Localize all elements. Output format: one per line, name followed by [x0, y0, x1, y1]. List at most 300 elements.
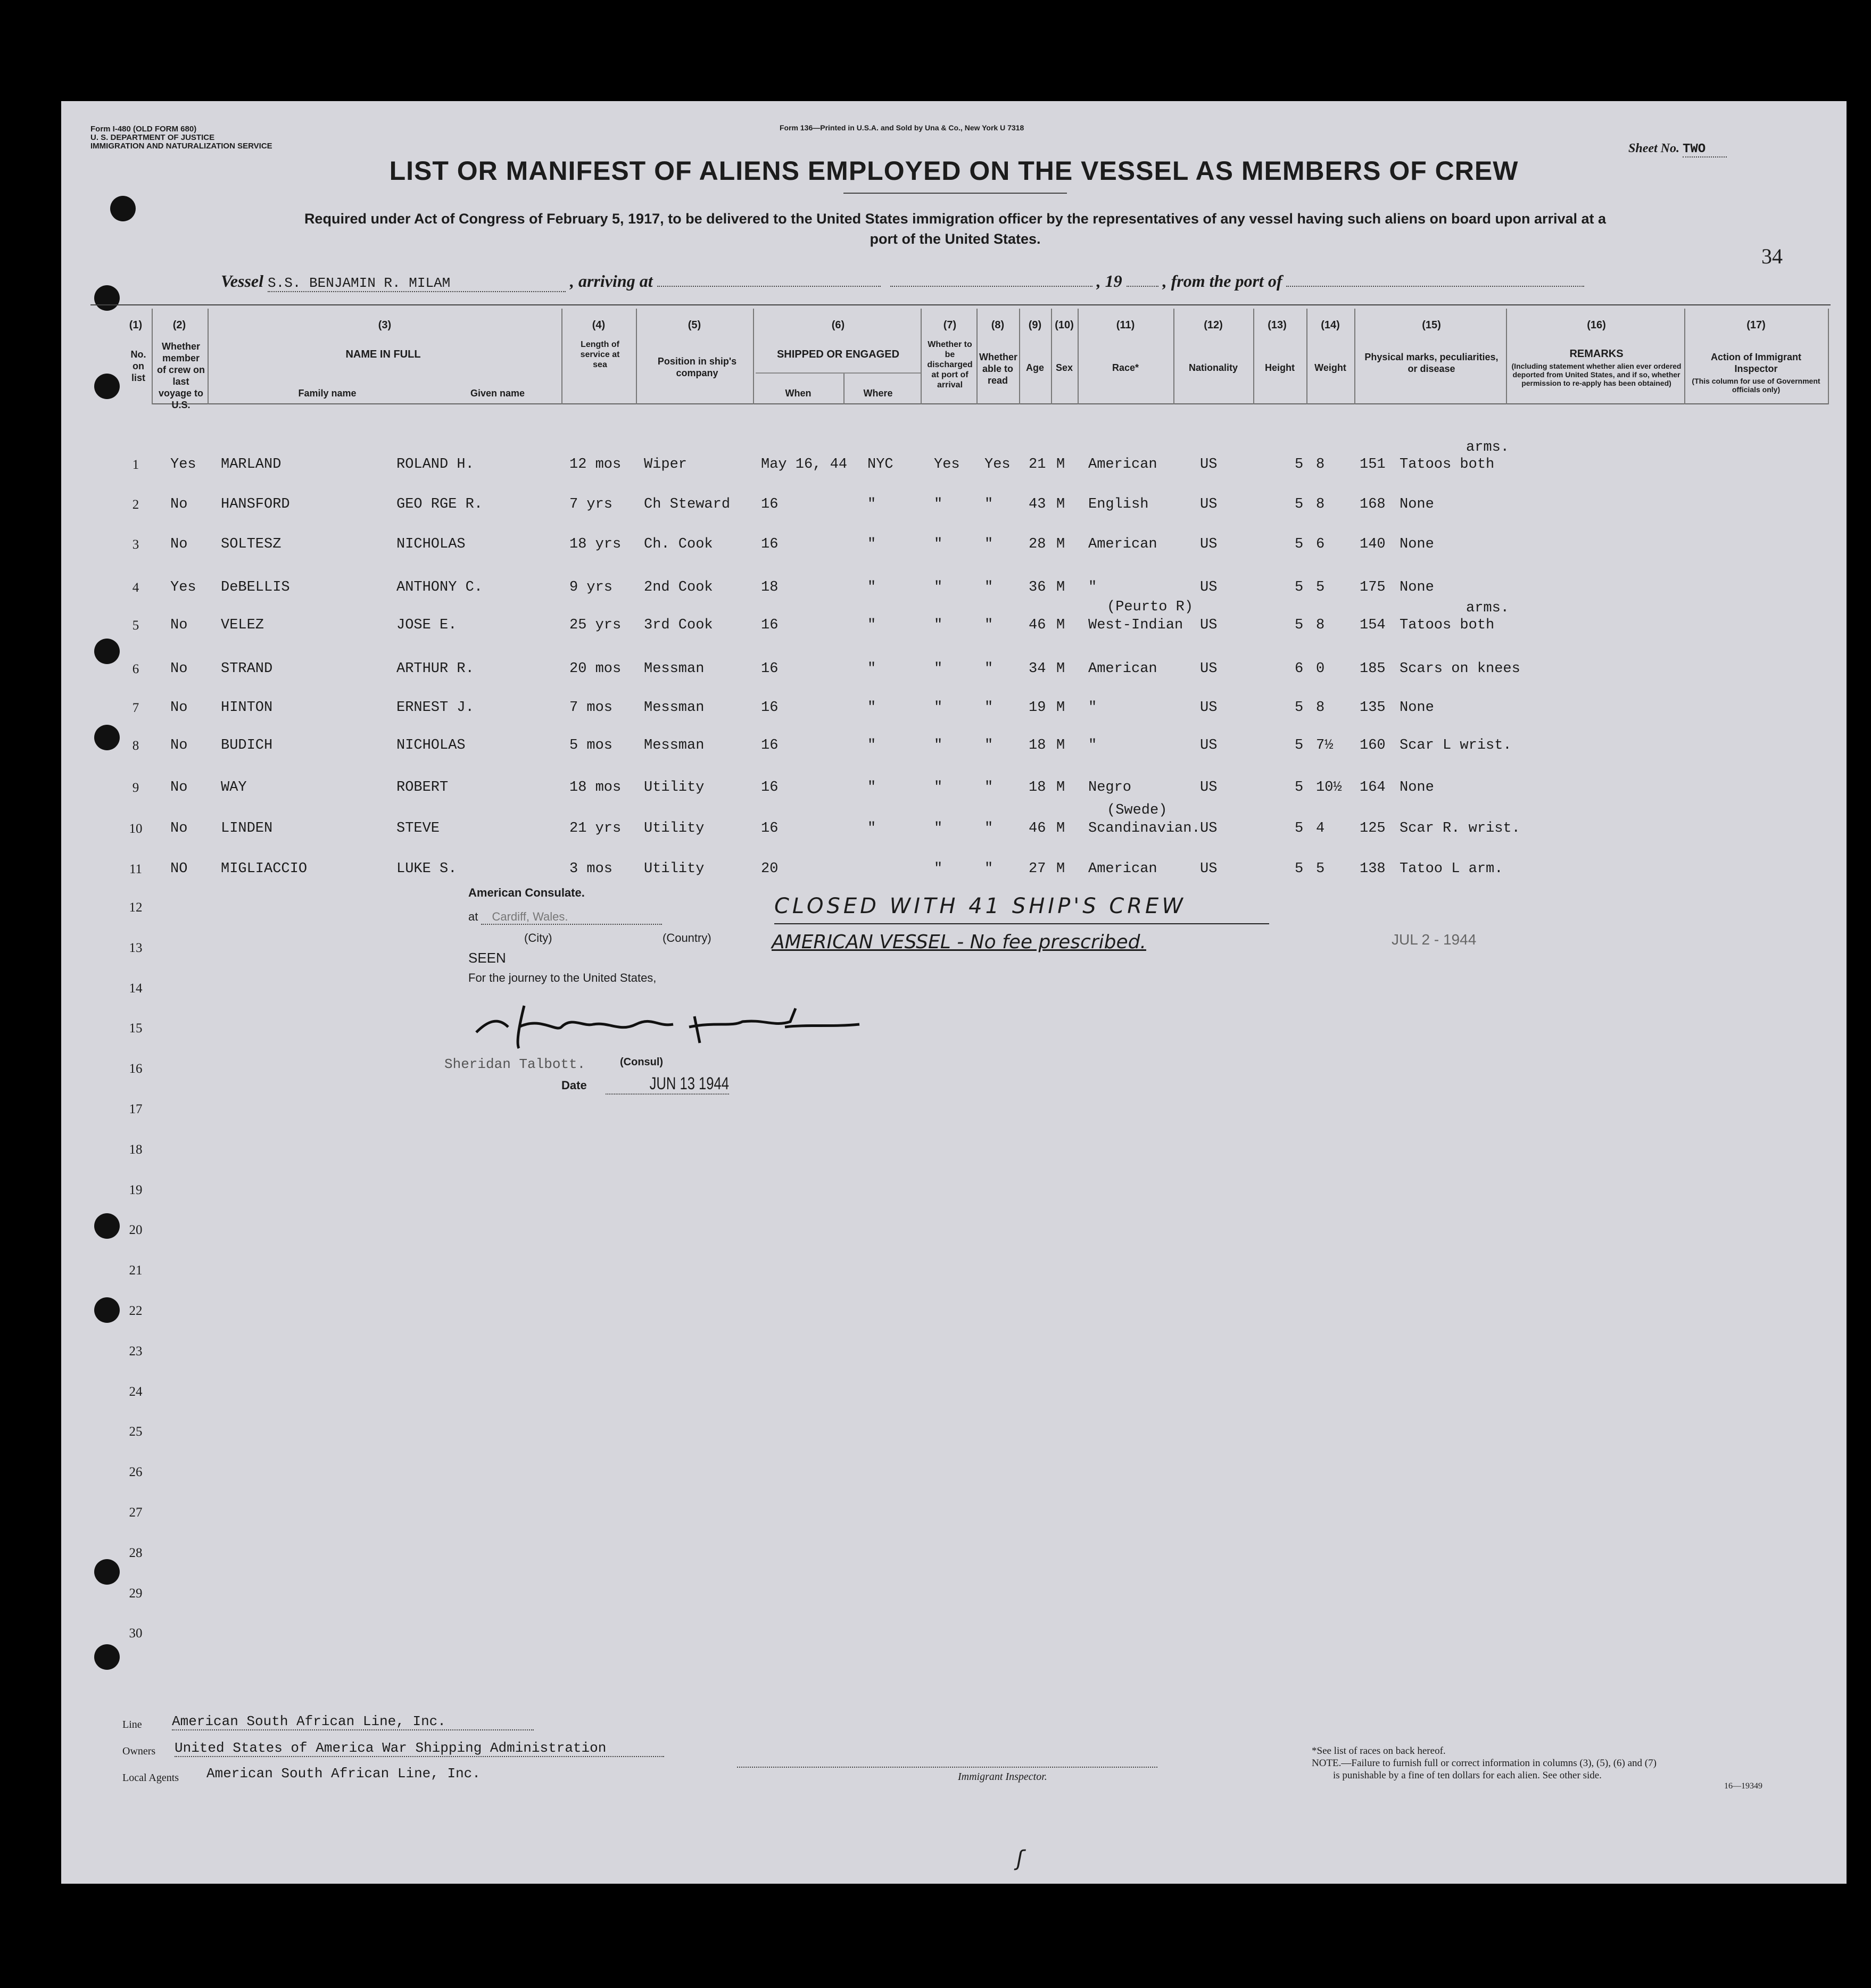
- row-number: 28: [129, 1545, 143, 1560]
- cell-last: No: [170, 780, 188, 796]
- cell-position: Ch Steward: [644, 496, 731, 512]
- cell-given: ROLAND H.: [396, 457, 474, 473]
- cell-discharged: ": [934, 617, 943, 633]
- col-12-num: (12): [1204, 319, 1223, 331]
- cell-sex: M: [1056, 821, 1065, 836]
- row-number: 9: [132, 781, 139, 795]
- table-head-bottom-rule: [152, 403, 1828, 404]
- col-4-label: Length of service at sea: [580, 340, 620, 369]
- consul-signature: [466, 995, 870, 1054]
- cell-where: ": [867, 496, 876, 512]
- cell-ft: 6: [1295, 661, 1304, 677]
- column-rule: [208, 309, 209, 404]
- cell-ft: 5: [1295, 861, 1304, 877]
- punch-hole: [94, 1559, 120, 1585]
- cell-where: ": [867, 579, 876, 595]
- cell-when: 16: [761, 536, 779, 552]
- cell-where: ": [867, 661, 876, 677]
- col-2-num: (2): [172, 319, 186, 331]
- cell-discharged: ": [934, 780, 943, 796]
- cell-weight: 160: [1360, 738, 1386, 753]
- cell-when: 18: [761, 579, 779, 595]
- cell-sex: M: [1056, 780, 1065, 796]
- row-number: 12: [129, 900, 143, 915]
- penalty-note-line1: NOTE.—Failure to furnish full or correct information in columns (3), (5), (6) and (7): [1312, 1758, 1657, 1769]
- cell-read: ": [984, 661, 994, 677]
- cell-position: Ch. Cook: [644, 536, 713, 552]
- consulate-country-label: (Country): [663, 931, 711, 945]
- cell-ft: 5: [1295, 821, 1304, 836]
- cell-ft: 5: [1295, 457, 1304, 473]
- cell-marks: None: [1400, 536, 1434, 552]
- stamp-date-value: JUN 13 1944: [606, 1074, 729, 1095]
- cell-family: MIGLIACCIO: [221, 861, 308, 877]
- cell-marks: Tatoo L arm.: [1400, 861, 1503, 877]
- cell-inch: 5: [1316, 861, 1325, 877]
- consulate-heading: American Consulate.: [468, 886, 585, 899]
- col-7-num: (7): [943, 319, 957, 331]
- col-10-label: Sex: [1055, 362, 1073, 373]
- punch-hole: [94, 1297, 120, 1323]
- cell-last: No: [170, 661, 188, 677]
- cell-given: LUKE S.: [396, 861, 457, 877]
- col-6-num: (6): [831, 319, 845, 331]
- row-number: 29: [129, 1586, 143, 1601]
- cell-family: DeBELLIS: [221, 579, 290, 595]
- cell-nationality: US: [1200, 700, 1218, 716]
- subtitle-line2: port of the United States.: [870, 231, 1041, 247]
- sheet-value: TWO: [1683, 142, 1727, 158]
- row-number: 8: [132, 739, 139, 753]
- cell-service: 5 mos: [569, 738, 613, 753]
- cell-weight: 125: [1360, 821, 1386, 836]
- cell-discharged: ": [934, 496, 943, 512]
- cell-service: 9 yrs: [569, 579, 613, 595]
- cell-given: ARTHUR R.: [396, 661, 474, 677]
- cell-service: 3 mos: [569, 861, 613, 877]
- cell-sex: M: [1056, 457, 1065, 473]
- row-number: 2: [132, 498, 139, 512]
- cell-service: 21 yrs: [569, 821, 622, 836]
- cell-age: 21: [1029, 457, 1046, 473]
- cell-ft: 5: [1295, 536, 1304, 552]
- cell-last: No: [170, 738, 188, 753]
- col-5-label: Position in ship's company: [657, 356, 737, 378]
- cell-ft: 5: [1295, 579, 1304, 595]
- form-id-line3: IMMIGRATION AND NATURALIZATION SERVICE: [90, 142, 272, 151]
- cell-family: HANSFORD: [221, 496, 290, 512]
- vessel-line: [221, 271, 1584, 292]
- col-17-label: Action of Immigrant Inspector: [1711, 352, 1801, 374]
- col-6-when: When: [785, 388, 812, 399]
- cell-given: ROBERT: [396, 780, 449, 796]
- cell-weight: 164: [1360, 780, 1386, 796]
- cell-nationality: US: [1200, 821, 1218, 836]
- inspector-date-stamp: JUL 2 - 1944: [1392, 931, 1477, 948]
- cell-marks: None: [1400, 496, 1434, 512]
- cell-inch: 8: [1316, 496, 1325, 512]
- seen-stamp: SEEN: [468, 950, 506, 966]
- cell-age: 46: [1029, 617, 1046, 633]
- cell-weight: 135: [1360, 700, 1386, 716]
- cell-discharged: Yes: [934, 457, 960, 473]
- form-id-line1: Form I-480 (OLD FORM 680): [90, 125, 197, 134]
- row-number: 27: [129, 1505, 143, 1520]
- cell-read: ": [984, 738, 994, 753]
- col-11-num: (11): [1116, 319, 1135, 331]
- stamp-date-label: Date: [561, 1079, 587, 1092]
- cell-last: No: [170, 821, 188, 836]
- year-label: , 19: [1096, 271, 1122, 291]
- cell-marks: Scar R. wrist.: [1400, 821, 1520, 836]
- footer-line-value: American South African Line, Inc.: [172, 1713, 534, 1730]
- row-number: 4: [132, 581, 139, 595]
- cell-read: ": [984, 496, 994, 512]
- arriving-date-blank: [890, 286, 1092, 287]
- cell-marks: Tatoos both: [1400, 457, 1495, 473]
- cell-service: 12 mos: [569, 457, 622, 473]
- col-13-label: Height: [1265, 362, 1295, 373]
- cell-race: ": [1088, 700, 1097, 716]
- row-number: 11: [129, 862, 143, 876]
- subtitle-line1: Required under Act of Congress of February 5, 1917, to be delivered to the United States immigration officer by the representatives of any vessel having such aliens on board upon arrival at a: [304, 211, 1607, 227]
- consulate-stamp: [468, 886, 585, 900]
- col-3-given: Given name: [470, 388, 525, 399]
- punch-hole: [94, 1644, 120, 1670]
- cell-sex: M: [1056, 861, 1065, 877]
- cell-nationality: US: [1200, 457, 1218, 473]
- cell-nationality: US: [1200, 861, 1218, 877]
- cell-race: American: [1088, 457, 1157, 473]
- column-rule: [1306, 309, 1307, 404]
- col-6-where: Where: [863, 388, 893, 399]
- column-rule: [1828, 309, 1829, 404]
- row-number: 23: [129, 1344, 143, 1359]
- cell-given: GEO RGE R.: [396, 496, 483, 512]
- row-number: 5: [132, 618, 139, 633]
- cell-read: ": [984, 780, 994, 796]
- cell-service: 18 mos: [569, 780, 622, 796]
- cell-marks: Scars on knees: [1400, 661, 1520, 677]
- cell-race: English: [1088, 496, 1149, 512]
- cell-race: American: [1088, 861, 1157, 877]
- cell-inch: 4: [1316, 821, 1325, 836]
- consulate-city: Cardiff, Wales.: [481, 910, 662, 925]
- row-number: 7: [132, 701, 139, 715]
- col-2-label: Whether member of crew on last voyage to U.S.: [157, 341, 205, 410]
- year-blank: [1127, 286, 1158, 287]
- stamp-date-line: [561, 1074, 744, 1095]
- cell-age: 34: [1029, 661, 1046, 677]
- cell-weight: 151: [1360, 457, 1386, 473]
- cell-weight: 140: [1360, 536, 1386, 552]
- closed-note-underline: [774, 923, 1269, 924]
- cell-nationality: US: [1200, 738, 1218, 753]
- cell-last: NO: [170, 861, 188, 877]
- cell-age: 27: [1029, 861, 1046, 877]
- row-number: 30: [129, 1626, 143, 1641]
- cell-read: ": [984, 861, 994, 877]
- cell-race: Negro: [1088, 780, 1132, 796]
- cell-family: MARLAND: [221, 457, 282, 473]
- col-5-num: (5): [688, 319, 701, 331]
- cell-age: 43: [1029, 496, 1046, 512]
- subtitle: [114, 209, 1796, 249]
- cell-position: Messman: [644, 661, 705, 677]
- cell-ft: 5: [1295, 780, 1304, 796]
- cell-weight: 168: [1360, 496, 1386, 512]
- cell-when: May 16, 44: [761, 457, 848, 473]
- col-3-num: (3): [378, 319, 392, 331]
- printer-line: Form 136—Printed in U.S.A. and Sold by Una & Co., New York U 7318: [780, 123, 1024, 132]
- cell-given: ANTHONY C.: [396, 579, 483, 595]
- bottom-mark: ʃ: [1016, 1846, 1024, 1871]
- from-port-blank: [1286, 286, 1584, 287]
- cell-family: BUDICH: [221, 738, 273, 753]
- consulate-at-label: at: [468, 910, 478, 923]
- col-6-rule: [756, 372, 921, 374]
- cell-when: 16: [761, 780, 779, 796]
- cell-last: No: [170, 700, 188, 716]
- consulate-at-line: [468, 910, 662, 925]
- cell-race: Scandinavian.: [1088, 821, 1201, 836]
- inspector-label: Immigrant Inspector.: [958, 1771, 1047, 1783]
- cell-weight: 175: [1360, 579, 1386, 595]
- cell-discharged: ": [934, 738, 943, 753]
- table-top-rule: [90, 304, 1831, 305]
- closed-note: CLOSED WITH 41 SHIP'S CREW: [774, 894, 1186, 918]
- cell-race: American: [1088, 536, 1157, 552]
- footer-agents-label: Local Agents: [122, 1772, 179, 1784]
- cell-race: ": [1088, 738, 1097, 753]
- sheet-label: Sheet No.: [1628, 142, 1679, 155]
- cell-where: ": [867, 780, 876, 796]
- cell-marks-note: arms.: [1466, 440, 1510, 455]
- col-14-label: Weight: [1314, 362, 1346, 373]
- row-number: 6: [132, 662, 139, 676]
- cell-nationality: US: [1200, 661, 1218, 677]
- row-number: 19: [129, 1182, 143, 1197]
- cell-service: 7 yrs: [569, 496, 613, 512]
- cell-service: 20 mos: [569, 661, 622, 677]
- cell-age: 36: [1029, 579, 1046, 595]
- row-number: 15: [129, 1021, 143, 1036]
- consul-name: Sheridan Talbott.: [444, 1056, 586, 1072]
- cell-age: 18: [1029, 780, 1046, 796]
- row-number: 26: [129, 1465, 143, 1480]
- cell-position: Utility: [644, 821, 705, 836]
- col-4-num: (4): [592, 319, 606, 331]
- col-12-label: Nationality: [1188, 362, 1238, 373]
- consul-label: (Consul): [620, 1056, 664, 1068]
- col-9-label: Age: [1025, 362, 1044, 373]
- cell-position: Messman: [644, 738, 705, 753]
- cell-weight: 154: [1360, 617, 1386, 633]
- cell-discharged: ": [934, 579, 943, 595]
- cell-last: No: [170, 496, 188, 512]
- col-6-label: SHIPPED OR ENGAGED: [776, 349, 900, 360]
- column-rule: [921, 309, 922, 404]
- col-9-num: (9): [1028, 319, 1042, 331]
- cell-family: HINTON: [221, 700, 273, 716]
- column-rule: [1684, 309, 1685, 404]
- form-id-line2: U. S. DEPARTMENT OF JUSTICE: [90, 133, 215, 142]
- column-rule: [1173, 309, 1174, 404]
- form-code: 16—19349: [1724, 1782, 1762, 1791]
- cell-read: ": [984, 821, 994, 836]
- cell-marks: Tatoos both: [1400, 617, 1495, 633]
- arriving-label: , arriving at: [570, 271, 653, 291]
- cell-marks: None: [1400, 579, 1434, 595]
- row-number: 16: [129, 1062, 143, 1076]
- cell-read: ": [984, 617, 994, 633]
- cell-family: LINDEN: [221, 821, 273, 836]
- cell-inch: 5: [1316, 579, 1325, 595]
- footer-owners-value: United States of America War Shipping Administration: [175, 1740, 664, 1757]
- manifest-title: LIST OR MANIFEST OF ALIENS EMPLOYED ON THE VESSEL AS MEMBERS OF CREW: [389, 156, 1519, 186]
- cell-discharged: ": [934, 536, 943, 552]
- cell-when: 16: [761, 700, 779, 716]
- cell-age: 19: [1029, 700, 1046, 716]
- column-rule: [753, 309, 754, 404]
- col-13-num: (13): [1268, 319, 1287, 331]
- cell-where: ": [867, 738, 876, 753]
- cell-sex: M: [1056, 536, 1065, 552]
- cell-last: No: [170, 536, 188, 552]
- cell-race: ": [1088, 579, 1097, 595]
- column-rule: [636, 309, 637, 404]
- col-3-label: NAME IN FULL: [345, 349, 421, 360]
- cell-marks: None: [1400, 700, 1434, 716]
- row-number: 3: [132, 537, 139, 552]
- cell-sex: M: [1056, 579, 1065, 595]
- row-number: 17: [129, 1102, 143, 1116]
- col-16-label: REMARKS: [1569, 348, 1624, 360]
- manifest-page: [61, 101, 1847, 1884]
- cell-when: 16: [761, 661, 779, 677]
- cell-when: 16: [761, 496, 779, 512]
- cell-weight: 185: [1360, 661, 1386, 677]
- cell-nationality: US: [1200, 496, 1218, 512]
- cell-weight: 138: [1360, 861, 1386, 877]
- cell-position: 3rd Cook: [644, 617, 713, 633]
- punch-hole: [94, 725, 120, 750]
- cell-sex: M: [1056, 617, 1065, 633]
- cell-family: WAY: [221, 780, 247, 796]
- cell-given: STEVE: [396, 821, 440, 836]
- punch-hole: [94, 1213, 120, 1239]
- cell-given: ERNEST J.: [396, 700, 474, 716]
- cell-nationality: US: [1200, 617, 1218, 633]
- cell-age: 28: [1029, 536, 1046, 552]
- col-17-num: (17): [1746, 319, 1766, 331]
- punch-hole: [94, 374, 120, 399]
- column-rule: [1354, 309, 1355, 404]
- vessel-name: S.S. BENJAMIN R. MILAM: [268, 275, 566, 292]
- vessel-note: AMERICAN VESSEL - No fee prescribed.: [772, 931, 1146, 953]
- cell-ft: 5: [1295, 700, 1304, 716]
- col-15-num: (15): [1422, 319, 1441, 331]
- cell-position: Utility: [644, 780, 705, 796]
- cell-when: 16: [761, 738, 779, 753]
- cell-age: 46: [1029, 821, 1046, 836]
- cell-inch: 7½: [1316, 738, 1334, 753]
- cell-where: ": [867, 617, 876, 633]
- row-number: 25: [129, 1424, 143, 1439]
- penalty-note-line2: is punishable by a fine of ten dollars for each alien. See other side.: [1333, 1770, 1602, 1781]
- cell-discharged: ": [934, 700, 943, 716]
- cell-read: ": [984, 579, 994, 595]
- cell-family: VELEZ: [221, 617, 264, 633]
- cell-ft: 5: [1295, 617, 1304, 633]
- cell-marks: Scar L wrist.: [1400, 738, 1512, 753]
- cell-sex: M: [1056, 661, 1065, 677]
- page-number: 34: [1761, 244, 1783, 268]
- col-11-label: Race*: [1112, 362, 1139, 373]
- cell-where: ": [867, 700, 876, 716]
- vessel-label: Vessel: [221, 271, 263, 291]
- column-rule: [561, 309, 562, 404]
- footer-line-label: Line: [122, 1719, 142, 1730]
- cell-discharged: ": [934, 661, 943, 677]
- row-number: 21: [129, 1263, 143, 1278]
- cell-where: ": [867, 536, 876, 552]
- sheet-number: [1628, 142, 1727, 156]
- cell-where: ": [867, 821, 876, 836]
- row-number: 22: [129, 1304, 143, 1318]
- cell-family: STRAND: [221, 661, 273, 677]
- cell-where: NYC: [867, 457, 893, 473]
- cell-given: NICHOLAS: [396, 738, 466, 753]
- col-3-family: Family name: [298, 388, 357, 399]
- cell-when: 16: [761, 821, 779, 836]
- cell-read: ": [984, 536, 994, 552]
- column-rule: [1253, 309, 1254, 404]
- col-14-num: (14): [1321, 319, 1340, 331]
- cell-position: Utility: [644, 861, 705, 877]
- cell-when: 16: [761, 617, 779, 633]
- row-number: 14: [129, 981, 143, 996]
- races-note: *See list of races on back hereof.: [1312, 1745, 1446, 1757]
- inspector-signature-line: [737, 1767, 1157, 1769]
- cell-position: 2nd Cook: [644, 579, 713, 595]
- col-1-label: No. on list: [130, 349, 146, 383]
- footer-owners-label: Owners: [122, 1745, 156, 1757]
- cell-when: 20: [761, 861, 779, 877]
- cell-age: 18: [1029, 738, 1046, 753]
- row-number: 13: [129, 940, 143, 955]
- row-number: 18: [129, 1142, 143, 1157]
- cell-given: NICHOLAS: [396, 536, 466, 552]
- col-6-split: [843, 374, 845, 404]
- cell-inch: 0: [1316, 661, 1325, 677]
- title-rule: [843, 193, 1067, 194]
- col-16-num: (16): [1587, 319, 1606, 331]
- cell-service: 25 yrs: [569, 617, 622, 633]
- punch-hole: [94, 285, 120, 311]
- cell-service: 18 yrs: [569, 536, 622, 552]
- consulate-city-label: (City): [524, 931, 552, 945]
- cell-ft: 5: [1295, 496, 1304, 512]
- col-10-num: (10): [1055, 319, 1074, 331]
- col-7-label: Whether to be discharged at port of arrival: [927, 340, 973, 390]
- cell-race-note: (Swede): [1107, 802, 1168, 818]
- cell-service: 7 mos: [569, 700, 613, 716]
- cell-read: ": [984, 700, 994, 716]
- cell-inch: 8: [1316, 617, 1325, 633]
- cell-sex: M: [1056, 700, 1065, 716]
- journey-line: For the journey to the United States,: [468, 971, 657, 984]
